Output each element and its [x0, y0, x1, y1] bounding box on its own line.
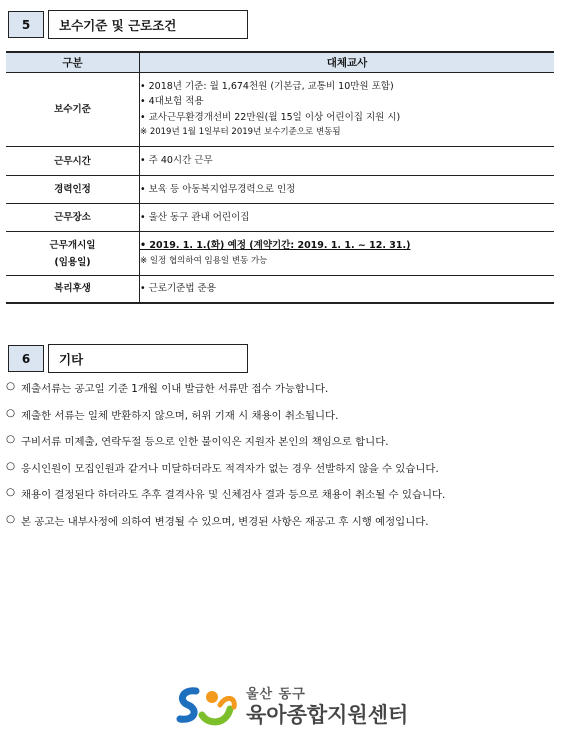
detail-line: • 주 40시간 근무: [140, 155, 213, 167]
detail-line: • 2019. 1. 1.(화) 예정 (계약기간: 2019. 1. 1. ~ 12. 31.): [140, 240, 411, 251]
list-item: [6, 460, 445, 487]
detail-line: • 근로기준법 준용: [140, 283, 216, 294]
table-body: [6, 73, 554, 303]
category-text: 근무장소: [54, 212, 91, 223]
row-details: [140, 276, 555, 303]
detail-note: ※ 2019년 1월 1일부터 2019년 보수기준으로 변동됨: [140, 127, 341, 137]
row-category: [6, 176, 140, 204]
detail-note: ※ 일정 협의하여 임용일 변동 가능: [140, 255, 268, 266]
category-text: 복리후생: [54, 283, 91, 295]
section-6-number: 6: [8, 345, 44, 372]
note-text: 제출서류는 공고일 기준 1개월 이내 발급한 서류만 접수 가능합니다.: [21, 383, 329, 395]
category-text: 경력인정: [54, 184, 91, 195]
list-item: [6, 433, 445, 460]
detail-line: • 보육 등 아동복지업무경력으로 인정: [140, 183, 296, 195]
category-text: 근무시간: [54, 155, 91, 167]
table-row: [6, 204, 554, 232]
note-text: 구비서류 미제출, 연락두절 등으로 인한 불이익은 지원자 본인의 책임으로 합니다.: [21, 436, 389, 448]
circle-bullet-icon: ○: [6, 486, 16, 498]
notes-list: [6, 380, 445, 539]
table-row: [6, 276, 554, 303]
row-category: [6, 73, 140, 147]
row-details: [140, 176, 555, 204]
circle-bullet-icon: ○: [6, 433, 16, 445]
category-text: 보수기준: [54, 104, 91, 115]
detail-line: • 울산 동구 관내 어린이집: [140, 211, 250, 223]
list-item: [6, 513, 445, 540]
center-logo: [174, 683, 424, 728]
row-category: [6, 147, 140, 176]
conditions-table: [6, 51, 554, 304]
detail-line: • 2018년 기준: 월 1,674천원 (기본급, 교통비 10만원 포함): [140, 80, 394, 92]
note-text: 채용이 결정된다 하더라도 추후 결격사유 및 신체검사 결과 등으로 채용이 취소될 수 있습니다.: [21, 489, 446, 501]
note-text: 응시인원이 모집인원과 같거나 미달하더라도 적격자가 없는 경우 선발하지 않을 수 있습니다.: [21, 462, 439, 475]
row-category: [6, 232, 140, 276]
category-text: (임용일): [54, 256, 91, 268]
section-6-title: 기타: [48, 344, 248, 373]
circle-bullet-icon: ○: [6, 406, 16, 419]
logo-line2: 육아종합지원센터: [246, 703, 409, 727]
logo-line1: 울산 동구: [246, 687, 306, 702]
list-item: [6, 407, 445, 434]
table-row: [6, 147, 554, 176]
row-details: [140, 232, 555, 276]
circle-bullet-icon: ○: [6, 459, 16, 472]
row-category: [6, 204, 140, 232]
section-5-header: [8, 10, 248, 39]
section-5-title: 보수기준 및 근로조건: [48, 10, 248, 39]
category-text: 근무개시일: [49, 239, 96, 251]
circle-bullet-icon: ○: [6, 380, 16, 392]
table-header-row: [6, 52, 554, 73]
note-text: 제출한 서류는 일체 반환하지 않으며, 허위 기재 시 채용이 취소됩니다.: [21, 409, 339, 422]
row-details: [140, 147, 555, 176]
row-details: [140, 204, 555, 232]
section-5-number: 5: [8, 11, 44, 38]
table-row: [6, 73, 554, 147]
note-text: 본 공고는 내부사정에 의하여 변경될 수 있으며, 변경된 사항은 재공고 후 시행 예정입니다.: [21, 515, 429, 528]
table-row: [6, 176, 554, 204]
row-details: [140, 73, 555, 147]
detail-line: • 4대보험 적용: [140, 96, 204, 107]
header-category: 구분: [6, 52, 140, 73]
list-item: [6, 486, 445, 513]
table-row: [6, 232, 554, 276]
list-item: [6, 380, 445, 407]
logo-mark-icon: [174, 685, 242, 727]
circle-bullet-icon: ○: [6, 512, 16, 525]
row-category: [6, 276, 140, 303]
header-substitute-teacher: 대체교사: [140, 52, 555, 73]
detail-line: • 교사근무환경개선비 22만원(월 15일 이상 어린이집 지원 시): [140, 111, 401, 123]
section-6-header: [8, 344, 248, 373]
